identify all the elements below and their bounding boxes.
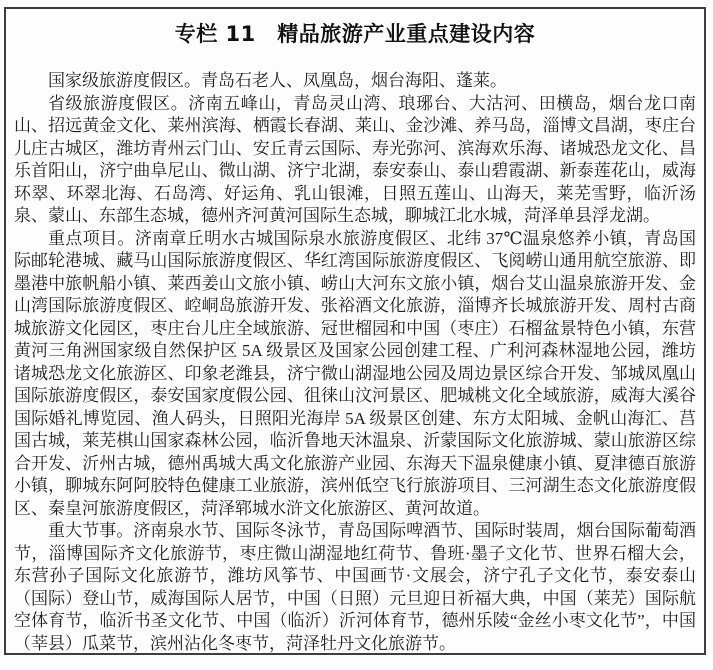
column-box [4,7,706,655]
paragraph-national-resorts: 国家级旅游度假区。青岛石老人、凤凰岛，烟台海阳、蓬莱。 [48,71,507,90]
paragraph-key-projects: 重点项目。济南章丘明水古城国际泉水旅游度假区、北纬 37℃温泉悠养小镇，青岛国际邮轮港城、藏马山国际旅游度假区、华红湾国际旅游度假区、飞阅崂山通用航空旅游、即墨港中旅帆船小镇、莱西姜山文旅小镇、崂山大河东文旅小镇，烟台艾山温泉旅游开发、金山湾国际旅游度假区、崆峒岛旅游开发、张裕酒文化旅游，淄博齐长城旅游开发、周村古商城旅游文化园区，枣庄台儿庄全域旅游、冠世榴园和中国（枣庄）石榴盆景特色小镇，东营黄河三角洲国家级自然保护区 5A 级景区及国家公园创建工程、广利河森林湿地公园，潍坊诸城恐龙文化旅游区、印象老潍县，济宁微山湖湿地公园及周边景区综合开发、邹城凤凰山国际旅游度假区，泰安国家度假公园、徂徕山汶河景区、肥城桃文化全域旅游，威海大溪谷国际婚礼博览园、渔人码头，日照阳光海岸 5A 级景区创建、东方太阳城、金帆山海汇、莒国古城，莱芜棋山国家森林公园，临沂鲁地天沐温泉、沂蒙国际文化旅游城、蒙山旅游区综合开发、沂州古城，德州禹城大禹文化旅游产业园、东海天下温泉健康小镇、夏津德百旅游小镇，聊城东阿阿胶特色健康工业旅游，滨州低空飞行旅游项目、三河湖生态文化旅游度假区、秦皇河旅游度假区，菏泽郓城水浒文化旅游区、黄河故道。 [14,228,696,518]
paragraph-major-festivals: 重大节事。济南泉水节、国际冬泳节，青岛国际啤酒节、国际时装周，烟台国际葡萄酒节，淄博国际齐文化旅游节，枣庄微山湖湿地红荷节、鲁班·墨子文化节、世界石榴大会，东营孙子国际文化旅游节，潍坊风筝节、中国画节·文展会，济宁孔子文化节，泰安泰山（国际）登山节，威海国际人居节，中国（日照）元旦迎日祈福大典，中国（莱芜）国际航空体育节，临沂书圣文化节、中国（临沂）沂河体育节，德州乐陵“金丝小枣文化节”，中国（莘县）瓜菜节，滨州沾化冬枣节，菏泽牡丹文化旅游节。 [14,521,696,653]
paragraph-provincial-resorts: 省级旅游度假区。济南五峰山，青岛灵山湾、琅琊台、大沽河、田横岛，烟台龙口南山、招远黄金文化、莱州滨海、栖霞长春湖、莱山、金沙滩、养马岛，淄博文昌湖，枣庄台儿庄古城区，潍坊青州云门山、安丘青云国际、寿光弥河、滨海欢乐海、诸城恐龙文化、昌乐首阳山，济宁曲阜尼山、微山湖、济宁北湖，泰安泰山、泰山碧霞湖、新泰莲花山，威海环翠、环翠北海、石岛湾、好运角、乳山银滩，日照五莲山、山海天，莱芜雪野，临沂汤泉、蒙山、东部生态城，德州齐河黄河国际生态城，聊城江北水城，菏泽单县浮龙湖。 [14,93,696,225]
column-body [14,70,696,655]
column-title: 专栏 11 精品旅游产业重点建设内容 [174,22,536,46]
